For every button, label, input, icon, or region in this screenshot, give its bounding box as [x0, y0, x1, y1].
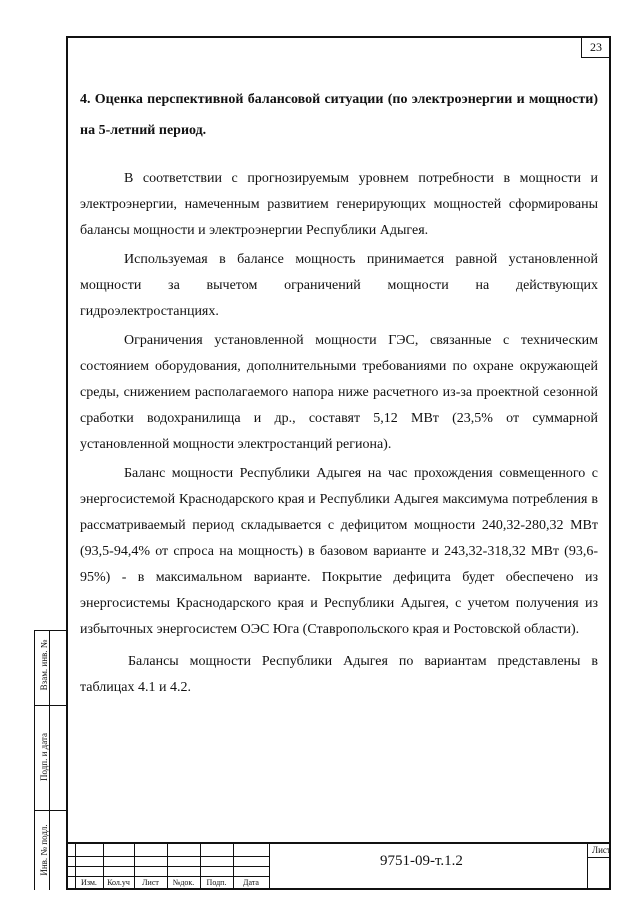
title-block — [66, 842, 611, 890]
data-label: Дата — [243, 878, 259, 887]
section-heading: 4. Оценка перспективной балансовой ситуации (по электроэнергии и мощности) на 5-летний период. — [80, 92, 598, 138]
paragraph-2: Используемая в балансе мощность принимается равной установленной мощности за вычетом ограничений мощности на действующих гидроэлектростанциях. — [80, 252, 598, 319]
kol-uch-label: Кол.уч — [107, 878, 130, 887]
paragraph-1: В соответствии с прогнозируемым уровнем потребности в мощности и электроэнергии, намеченным развитием генерирующих мощностей сформированы балансы мощности и электроэнергии Республики Адыгея. — [80, 171, 598, 238]
list-label: Лист — [142, 878, 159, 887]
sheet-divider — [587, 857, 611, 858]
inv-podl-label: Инв. № подл. — [39, 824, 49, 876]
side-stamp — [34, 630, 66, 890]
podp-data-label: Подп. и дата — [39, 732, 49, 782]
ndok-label: №док. — [172, 878, 195, 887]
paragraph-4: Баланс мощности Республики Адыгея на час прохождения совмещенного с энергосистемой Краснодарского края и Республики Адыгея максимума потребления в рассматриваемый период складывается с дефицитом мощности 240,32-280,32 МВт (93,5-94,4% от спроса на мощность) в базовом варианте и 243,32-318,32 МВт (93,6-95%) - в максимальном варианте. Покрытие дефицита будет обеспечено из энергосистемы Краснодарского края и Республики Адыгея, с учетом получения из избыточных энергосистем ОЭС Юга (Ставропольского края и Ростовской области). — [80, 466, 598, 637]
document-code: 9751-09-т.1.2 — [380, 853, 463, 869]
vzam-inv-label: Взам. инв. № — [39, 639, 49, 691]
body-text — [80, 166, 598, 704]
izm-label: Изм. — [81, 878, 97, 887]
paragraph-5: Балансы мощности Республики Адыгея по вариантам представлены в таблицах 4.1 и 4.2. — [80, 654, 598, 695]
sheet-label: Лист — [592, 845, 611, 855]
page-number: 23 — [581, 37, 610, 58]
paragraph-3: Ограничения установленной мощности ГЭС, связанные с техническим состоянием оборудования, дополнительными требованиями по охране окружающей среды, снижением располагаемого напора ниже расчетного из-за проектной сезонной сработки водохранилища и др., составят 5,12 МВт (23,5% от суммарной установленной мощности электростанций региона). — [80, 333, 598, 452]
podp-label: Подп. — [206, 878, 227, 887]
